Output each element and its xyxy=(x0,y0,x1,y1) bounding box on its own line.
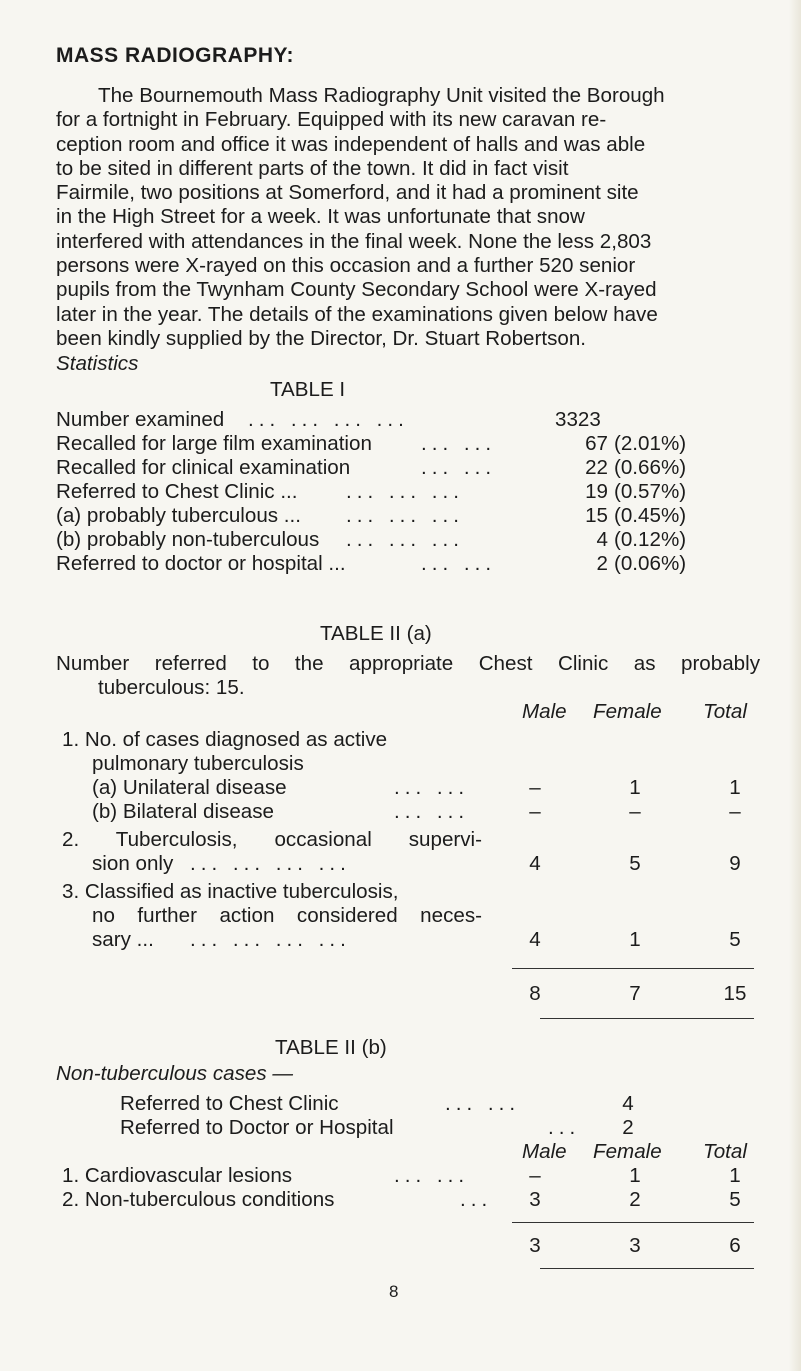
paragraph-line: for a fortnight in February. Equipped with its new caravan re- xyxy=(56,108,607,132)
table1-row: Recalled for large film examination ... ... xyxy=(56,432,497,455)
cell-female: 5 xyxy=(629,852,641,875)
table1-value: 22 xyxy=(585,456,608,479)
dot-leader: ... ... xyxy=(445,1092,521,1115)
header-male: Male xyxy=(522,700,567,723)
dot-leader: ... ... ... ... xyxy=(190,852,351,875)
paragraph-line: Fairmile, two positions at Somerford, and it had a prominent site xyxy=(56,181,639,205)
intro-paragraph xyxy=(56,84,758,351)
table2b-rule-top xyxy=(512,1222,754,1223)
cell-male: – xyxy=(529,1164,541,1187)
table1-value: 19 xyxy=(585,480,608,503)
table2b-subtitle: Non-tuberculous cases — xyxy=(56,1062,293,1085)
paragraph-line: pupils from the Twynham County Secondary School were X-rayed xyxy=(56,278,657,302)
cell-male: – xyxy=(529,776,541,799)
table1-row: Referred to Chest Clinic ... ... ... ... xyxy=(56,480,464,503)
table1-value: 67 xyxy=(585,432,608,455)
paragraph-line: been kindly supplied by the Director, Dr. Stuart Robertson. xyxy=(56,326,586,350)
cell-male: – xyxy=(529,800,541,823)
table2a-item1: 1. No. of cases diagnosed as active xyxy=(62,728,388,751)
table1-pct: (0.45%) xyxy=(614,504,687,527)
cell-female: 2 xyxy=(629,1188,641,1211)
table1-value: 2 xyxy=(596,552,608,575)
table2a-item3-cont2: sary ... xyxy=(92,928,154,951)
table2b-title: TABLE II (b) xyxy=(275,1036,387,1059)
header-female: Female xyxy=(593,700,662,723)
table1-pct: (2.01%) xyxy=(614,432,687,455)
header-male: Male xyxy=(522,1140,567,1163)
table1-value: 4 xyxy=(596,528,608,551)
dot-leader: ... ... xyxy=(394,1164,470,1187)
table1-pct: (0.66%) xyxy=(614,456,687,479)
paragraph-line: interfered with attendances in the final week. None the less 2,803 xyxy=(56,229,652,253)
table2b-ref2-value: 2 xyxy=(622,1116,634,1139)
total-total: 6 xyxy=(729,1234,741,1257)
table2a-item3: 3. Classified as inactive tuberculosis, xyxy=(62,880,399,903)
cell-total: 9 xyxy=(729,852,741,875)
page-edge-shadow xyxy=(789,0,801,1371)
header-total: Total xyxy=(703,1140,747,1163)
table1-pct: (0.57%) xyxy=(614,480,687,503)
header-female: Female xyxy=(593,1140,662,1163)
total-total: 15 xyxy=(723,982,747,1005)
page-number: 8 xyxy=(389,1282,399,1301)
cell-total: 1 xyxy=(729,1164,741,1187)
total-male: 3 xyxy=(529,1234,541,1257)
paragraph-line: in the High Street for a week. It was unfortunate that snow xyxy=(56,205,585,229)
table2b-ref1-value: 4 xyxy=(622,1092,634,1115)
table2a-rule-top xyxy=(512,968,754,969)
paragraph-line: later in the year. The details of the examinations given below have xyxy=(56,302,658,326)
paragraph-line: to be sited in different parts of the town. It did in fact visit xyxy=(56,156,569,180)
table2a-item1a-label: (a) Unilateral disease xyxy=(92,776,287,799)
total-female: 3 xyxy=(629,1234,641,1257)
cell-male: 4 xyxy=(529,928,541,951)
cell-female: 1 xyxy=(629,776,641,799)
table1-value: 15 xyxy=(585,504,608,527)
table2b-row2-label: 2. Non-tuberculous conditions xyxy=(62,1188,335,1211)
total-female: 7 xyxy=(629,982,641,1005)
table2a-intro: Number referred to the appropriate Chest Clinic as probably xyxy=(56,652,760,675)
table1-row: (b) probably non-tuberculous ... ... ... xyxy=(56,528,464,551)
paragraph-line: ception room and office it was independent of halls and was able xyxy=(56,132,646,156)
table2a-item1b-label: (b) Bilateral disease xyxy=(92,800,274,823)
table2a-rule-bottom xyxy=(540,1018,754,1019)
cell-total: 1 xyxy=(729,776,741,799)
cell-total: – xyxy=(729,800,741,823)
table2a-title: TABLE II (a) xyxy=(320,622,432,645)
table2b-ref1-label: Referred to Chest Clinic xyxy=(120,1092,339,1115)
table1-pct: (0.06%) xyxy=(614,552,687,575)
paragraph-line: The Bournemouth Mass Radiography Unit visited the Borough xyxy=(98,84,665,107)
table1-row: Referred to doctor or hospital ... ... ... xyxy=(56,552,497,575)
dot-leader: ... xyxy=(548,1116,581,1139)
table1-pct: (0.12%) xyxy=(614,528,687,551)
table2b-ref2-label: Referred to Doctor or Hospital xyxy=(120,1116,394,1139)
table2a-item2: 2. Tuberculosis, occasional supervi- xyxy=(62,828,482,851)
header-total: Total xyxy=(703,700,747,723)
dot-leader: ... ... xyxy=(394,800,470,823)
paragraph-line: persons were X-rayed on this occasion and a further 520 senior xyxy=(56,254,636,278)
table1-row: Number examined ... ... ... ... xyxy=(56,408,409,431)
cell-female: 1 xyxy=(629,1164,641,1187)
table2b-row1-label: 1. Cardiovascular lesions xyxy=(62,1164,293,1187)
cell-female: 1 xyxy=(629,928,641,951)
cell-total: 5 xyxy=(729,1188,741,1211)
dot-leader: ... ... xyxy=(394,776,470,799)
table2a-intro-2: tuberculous: 15. xyxy=(98,676,245,699)
dot-leader: ... xyxy=(460,1188,493,1211)
table2a-item3-cont: no further action considered neces- xyxy=(92,904,482,927)
table2b-rule-bottom xyxy=(540,1268,754,1269)
cell-male: 3 xyxy=(529,1188,541,1211)
section-heading: MASS RADIOGRAPHY: xyxy=(56,44,294,67)
cell-total: 5 xyxy=(729,928,741,951)
table1-row: Recalled for clinical examination ... ... xyxy=(56,456,497,479)
dot-leader: ... ... ... ... xyxy=(190,928,351,951)
cell-male: 4 xyxy=(529,852,541,875)
table2a-item2-cont: sion only xyxy=(92,852,174,875)
table2a-item1-cont: pulmonary tuberculosis xyxy=(92,752,304,775)
total-male: 8 xyxy=(529,982,541,1005)
statistics-label: Statistics xyxy=(56,352,139,375)
table1-value: 3323 xyxy=(555,408,601,431)
table1-row: (a) probably tuberculous ... ... ... ... xyxy=(56,504,464,527)
table1-title: TABLE I xyxy=(270,378,346,401)
cell-female: – xyxy=(629,800,641,823)
